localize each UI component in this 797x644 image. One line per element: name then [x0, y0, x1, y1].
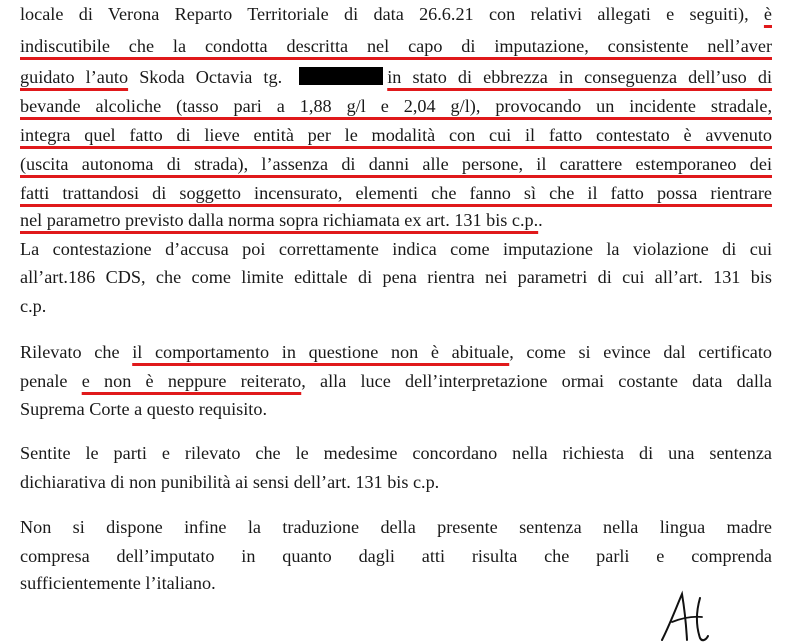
- text-line: [20, 514, 772, 540]
- text-segment: locale di Verona Reparto Territoriale di data 26.6.21 con relativi allegati e seguiti),: [20, 4, 764, 24]
- text-line: [20, 151, 772, 177]
- text-segment: Suprema Corte a questo requisito.: [20, 399, 267, 419]
- text-line: [20, 396, 267, 422]
- text-line: [20, 180, 772, 206]
- text-segment: all’art.186 CDS, che come limite edittale di pena rientra nei parametri di cui all’art. 131 bis: [20, 267, 772, 287]
- text-segment: c.p.: [20, 296, 47, 316]
- text-segment: penale: [20, 371, 82, 391]
- text-line: [20, 440, 772, 466]
- underlined-text: fatti trattandosi di soggetto incensurato, elementi che fanno sì che il fatto possa rientrare: [20, 183, 772, 203]
- redacted-plate: [299, 67, 383, 85]
- text-segment: dichiarativa di non punibilità ai sensi dell’art. 131 bis c.p.: [20, 472, 440, 492]
- text-line: [20, 122, 772, 148]
- text-segment: Non si dispone infine la traduzione della presente sentenza nella lingua madre: [20, 517, 772, 537]
- text-line: [20, 33, 772, 59]
- text-segment: Rilevato che: [20, 342, 133, 362]
- underlined-text: nel parametro previsto dalla norma sopra richiamata ex art. 131 bis c.p.: [20, 210, 539, 230]
- text-line: [20, 293, 46, 319]
- text-segment: , come si evince dal certificato: [509, 342, 772, 362]
- text-line: [20, 236, 772, 262]
- underlined-text: è: [763, 4, 772, 24]
- underlined-text: il comportamento in questione non è abituale: [132, 342, 510, 362]
- text-segment: sufficientemente l’italiano.: [20, 573, 216, 593]
- text-segment: Skoda Octavia tg.: [128, 67, 294, 87]
- underlined-text: in stato di ebbrezza in conseguenza dell’uso di: [387, 67, 773, 87]
- text-line: [20, 339, 772, 365]
- text-line: [20, 264, 772, 290]
- underlined-text: integra quel fatto di lieve entità per le modalità con cui il fatto contestato è avvenuto: [20, 125, 772, 145]
- text-segment: .: [538, 210, 543, 230]
- text-line: [20, 64, 772, 90]
- text-line: [20, 543, 772, 569]
- underlined-text: indiscutibile che la condotta descritta nel capo di imputazione, consistente nell’aver: [20, 36, 772, 56]
- text-line: [20, 1, 772, 27]
- text-line: [20, 207, 543, 233]
- text-line: [20, 93, 772, 119]
- text-segment: Sentite le parti e rilevato che le medesime concordano nella richiesta di una sentenza: [20, 443, 772, 463]
- underlined-text: e non è neppure reiterato: [81, 371, 302, 391]
- handwritten-signature: [656, 590, 720, 644]
- text-line: [20, 368, 772, 394]
- underlined-text: guidato l’auto: [20, 67, 129, 87]
- text-segment: La contestazione d’accusa poi correttamente indica come imputazione la violazione di cui: [20, 239, 772, 259]
- underlined-text: (uscita autonoma di strada), l’assenza di danni alle persone, il carattere estemporaneo dei: [20, 154, 772, 174]
- text-line: [20, 570, 216, 596]
- text-segment: , alla luce dell’interpretazione ormai costante data dalla: [301, 371, 772, 391]
- text-line: [20, 469, 439, 495]
- text-segment: compresa dell’imputato in quanto dagli atti risulta che parli e comprenda: [20, 546, 772, 566]
- underlined-text: bevande alcoliche (tasso pari a 1,88 g/l e 2,04 g/l), provocando un incidente stradale,: [20, 96, 772, 116]
